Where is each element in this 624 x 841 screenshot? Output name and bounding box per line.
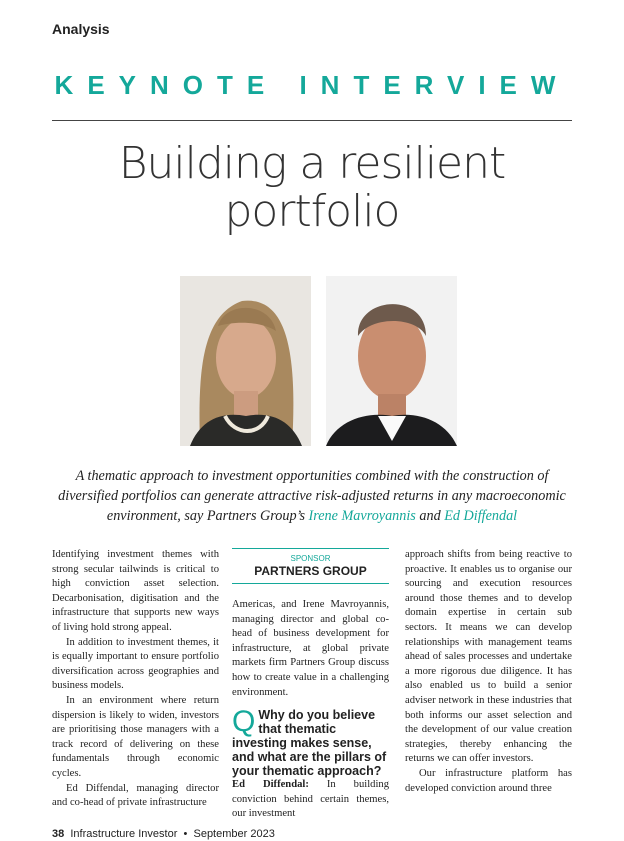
standfirst (44, 466, 580, 526)
standfirst-and: and (415, 508, 445, 524)
footer (52, 828, 275, 841)
paragraph: Ed Diffendal, managing director and co-head of private infrastructure (52, 782, 219, 809)
headline-line-2: portfolio (224, 186, 400, 237)
paragraph: In an environment where return dispersion is likely to widen, investors are prioritising those managers with a track record of delivering on these fundamentals through economic cycles. (52, 694, 219, 779)
standfirst-text: A thematic approach to investment opportunities combined with the construction of diversified portfolios can generate attractive risk-adjusted returns in any macroeconomic environment, say Partners Group’s (58, 468, 566, 524)
question (232, 705, 389, 779)
column-3 (405, 548, 572, 796)
sponsor-box (232, 548, 389, 584)
sponsor-name: PARTNERS GROUP (254, 564, 367, 578)
name-ed: Ed Diffendal (444, 508, 518, 524)
column-1 (52, 548, 219, 811)
paragraph: Our infrastructure platform has developed conviction around three (405, 767, 572, 794)
paragraph: approach shifts from being reactive to proactive. It enables us to organise our sourcing and execution resources around those themes and to develop domain expertise in certain sub sectors. It means we can develop relationships with management teams ahead of sales processes and undertake a more rigorous due diligence. It has also enabled us to build a senior adviser network in these industries that both informs our asset selection and the development of our value creation strategies, thereby enhancing the returns we can offer investors. (405, 549, 572, 765)
answer (232, 778, 389, 822)
paragraph: Americas, and Irene Mavroyannis, managing director and global co-head of business development for infrastructure, at global private markets firm Partners Group discuss how to create value in a challenging environment. (232, 599, 389, 698)
headline-line-1: Building a resilient (118, 138, 506, 189)
page-number: 38 (52, 827, 65, 840)
name-irene: Irene Mavroyannis (308, 508, 416, 524)
bullet: • (183, 827, 188, 840)
question-text: Why do you believe that thematic investing makes sense, and what are the pillars of your thematic approach? (232, 708, 387, 779)
photo-irene-mavroyannis (180, 276, 311, 446)
photo-ed-diffendal (326, 276, 457, 446)
sponsor-label: SPONSOR (290, 554, 331, 563)
q-mark: Q (232, 705, 256, 739)
answer-text: In building conviction behind certain themes, our investment (232, 779, 389, 820)
column-2 (232, 548, 389, 822)
divider (52, 120, 572, 121)
publication-name: Infrastructure Investor (70, 827, 178, 840)
issue-date: September 2023 (193, 827, 275, 840)
headline (60, 140, 564, 236)
paragraph: Identifying investment themes with strong secular tailwinds is critical to high conviction asset selection. Decarbonisation, digitisation and the infrastructure that supports new ways of living hold strong appeal. (52, 549, 219, 633)
paragraph: In addition to investment themes, it is equally important to ensure portfolio diversification across geographies and business models. (52, 636, 219, 692)
section-label: Analysis (52, 21, 110, 37)
answer-speaker: Ed Diffendal: (232, 779, 309, 791)
keynote-interview-kicker: KEYNOTE INTERVIEW (54, 70, 570, 100)
